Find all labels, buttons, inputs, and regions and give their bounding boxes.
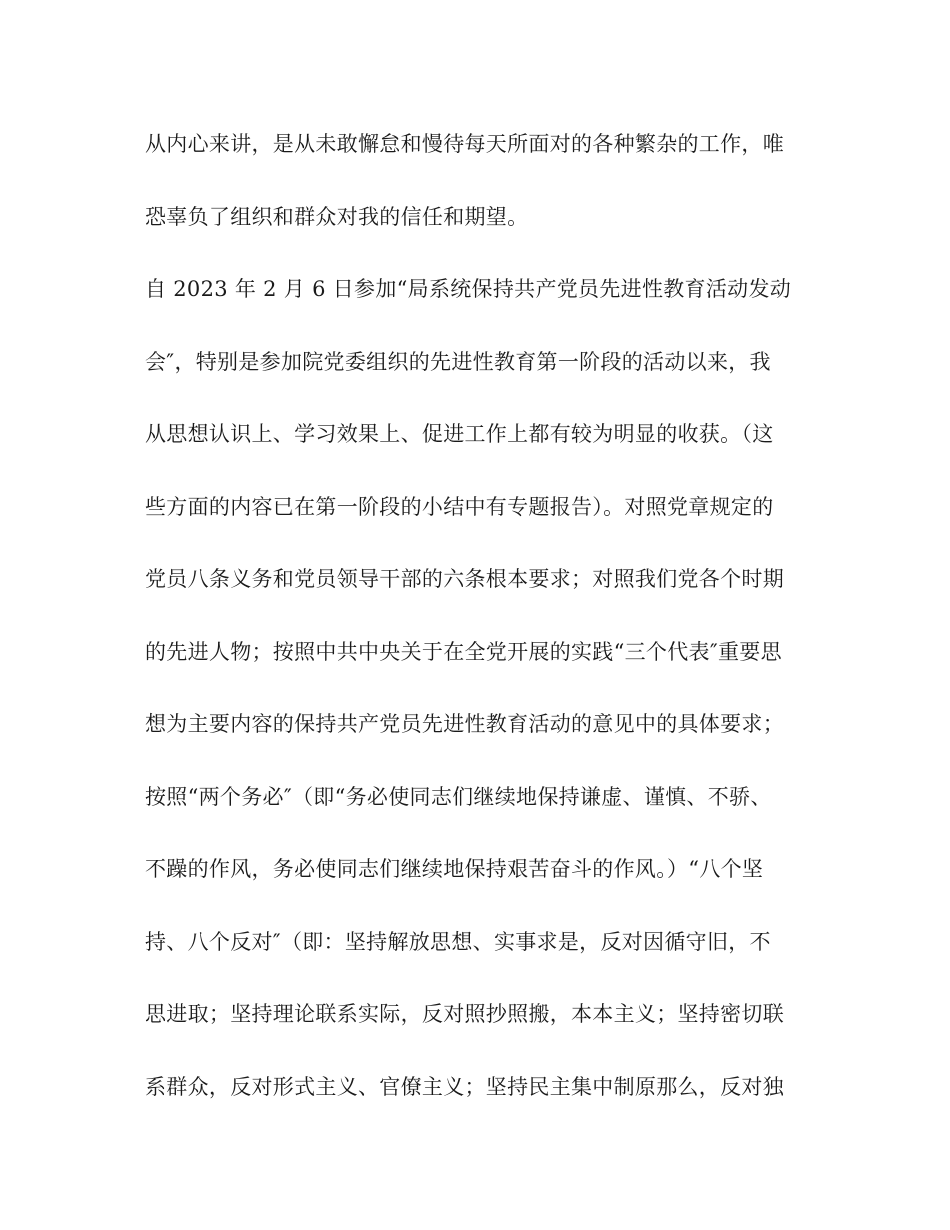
text-line: 恐辜负了组织和群众对我的信任和期望。 [145, 204, 529, 229]
text-line: 些方面的内容已在第一阶段的小结中有专题报告）。对照党章规定的 [145, 494, 774, 519]
text-line: 的先进人物；按照中共中央关于在全党开展的实践“三个代表″重要思 [145, 639, 782, 664]
text-line: 从内心来讲，是从未敢懈怠和慢待每天所面对的各种繁杂的工作，唯 [145, 132, 784, 156]
text-line: 从思想认识上、学习效果上、促进工作上都有较为明显的收获。（这 [145, 422, 774, 446]
text-line: 持、八个反对″（即：坚持解放思想、实事求是，反对因循守旧，不 [145, 929, 771, 954]
body-text [145, 121, 825, 1136]
text-line: 会″，特别是参加院党委组织的先进性教育第一阶段的活动以来，我 [145, 349, 771, 374]
text-line: 思进取；坚持理论联系实际，反对照抄照搬，本本主义；坚持密切联 [145, 1002, 784, 1026]
text-line: 不躁的作风，务必使同志们继续地保持艰苦奋斗的作风。）“八个坚 [145, 857, 764, 881]
text-line: 想为主要内容的保持共产党员先进性教育活动的意见中的具体要求； [145, 712, 784, 736]
text-line: 系群众，反对形式主义、官僚主义；坚持民主集中制原那么，反对独 [145, 1074, 784, 1099]
text-line: 按照“两个务必″（即“务必使同志们继续地保持谦虚、谨慎、不骄、 [145, 784, 772, 809]
text-line: 党员八条义务和党员领导干部的六条根本要求；对照我们党各个时期 [145, 567, 784, 591]
text-line: 自 2023 年 2 月 6 日参加“局系统保持共产党员先进性教育活动发动 [145, 277, 792, 301]
